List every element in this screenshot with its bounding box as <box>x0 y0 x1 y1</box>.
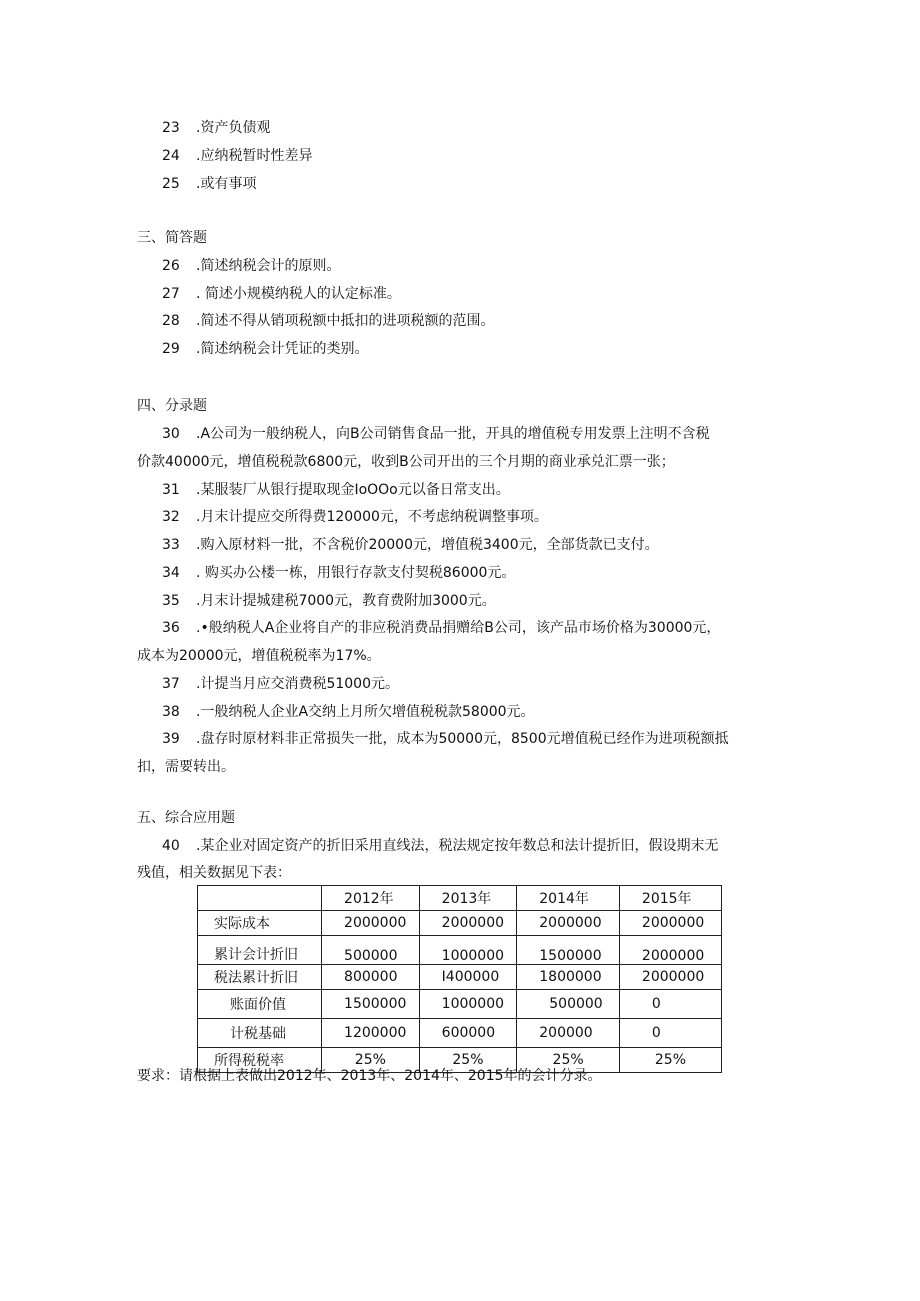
question-item: 30 .A公司为一般纳税人，向B公司销售食品一批，开具的增值税专用发票上注明不含税 <box>162 426 710 442</box>
table-cell: 500000 <box>517 990 620 1019</box>
row-label: 计税基础 <box>198 1019 322 1048</box>
table-row <box>198 965 722 990</box>
table-header-cell: 2013年 <box>419 886 517 911</box>
question-item: 34 . 购买办公楼一栋，用银行存款支付契税86000元。 <box>162 565 516 581</box>
section-title: 五、综合应用题 <box>137 810 235 826</box>
table-cell: 2000000 <box>419 911 517 936</box>
question-item: 31 .某服装厂从银行提取现金IoOOo元以备日常支出。 <box>162 482 510 498</box>
table-cell: 1500000 <box>322 990 420 1019</box>
table-cell: 2000000 <box>517 911 620 936</box>
row-label: 税法累计折旧 <box>198 965 322 990</box>
row-label: 累计会计折旧 <box>198 936 322 965</box>
question-continuation: 价款40000元，增值税税款6800元，收到B公司开出的三个月期的商业承兑汇票一张； <box>137 454 675 470</box>
table-cell: 0 <box>619 990 721 1019</box>
row-label: 所得税税率 <box>198 1048 322 1073</box>
table-cell: 25% <box>517 1048 620 1073</box>
table-cell: 2000000 <box>619 911 721 936</box>
question-item: 39 .盘存时原材料非正常损失一批，成本为50000元，8500元增值税已经作为进项税额抵 <box>162 731 729 747</box>
table-cell <box>198 886 322 911</box>
table-cell: 25% <box>322 1048 420 1073</box>
table-row <box>198 1019 722 1048</box>
question-continuation: 成本为20000元，增值税税率为17%。 <box>137 648 381 664</box>
table-cell: 800000 <box>322 965 420 990</box>
section-title: 四、分录题 <box>137 398 207 414</box>
table-cell: 25% <box>619 1048 721 1073</box>
table-cell: 1500000 <box>517 936 620 965</box>
table-cell: 2000000 <box>322 911 420 936</box>
table-header-cell: 2015年 <box>619 886 721 911</box>
table-cell: 0 <box>619 1019 721 1048</box>
question-item: 35 .月末计提城建税7000元，教育费附加3000元。 <box>162 593 496 609</box>
question-item: 38 .一般纳税人企业A交纳上月所欠增值税税款58000元。 <box>162 704 535 720</box>
term-item: 24 .应纳税暂时性差异 <box>162 148 313 164</box>
requirement-text: 要求：请根据上表做出2012年、2013年、2014年、2015年的会计分录。 <box>137 1068 602 1084</box>
row-label: 实际成本 <box>198 911 322 936</box>
question-item: 40 .某企业对固定资产的折旧采用直线法，税法规定按年数总和法计提折旧，假设期末无 <box>162 838 719 854</box>
table-cell: 1000000 <box>419 936 517 965</box>
table-row <box>198 911 722 936</box>
table-header-cell: 2012年 <box>322 886 420 911</box>
question-item: 36 .•般纳税人A企业将自产的非应税消费品捐赠给B公司，该产品市场价格为30000元， <box>162 620 721 636</box>
table-header-row <box>198 886 722 911</box>
depreciation-table <box>197 885 722 1073</box>
question-continuation: 残值，相关数据见下表： <box>137 865 291 881</box>
table-cell: 2000000 <box>619 965 721 990</box>
table-cell: 2000000 <box>619 936 721 965</box>
table-row <box>198 936 722 965</box>
question-item: 32 .月末计提应交所得费120000元，不考虑纳税调整事项。 <box>162 509 548 525</box>
question-item: 29 .简述纳税会计凭证的类别。 <box>162 341 369 357</box>
table-cell: 25% <box>419 1048 517 1073</box>
question-item: 28 .简述不得从销项税额中抵扣的进项税额的范围。 <box>162 313 495 329</box>
table-header-cell: 2014年 <box>517 886 620 911</box>
section-title: 三、简答题 <box>137 230 207 246</box>
table-cell: 500000 <box>322 936 420 965</box>
table-cell: 600000 <box>419 1019 517 1048</box>
table-cell: I400000 <box>419 965 517 990</box>
term-item: 25 .或有事项 <box>162 176 257 192</box>
question-item: 27 . 简述小规模纳税人的认定标准。 <box>162 286 401 302</box>
question-item: 37 .计提当月应交消费税51000元。 <box>162 676 399 692</box>
table-cell: 1200000 <box>322 1019 420 1048</box>
table-cell: 1000000 <box>419 990 517 1019</box>
table-cell: 200000 <box>517 1019 620 1048</box>
row-label: 账面价值 <box>198 990 322 1019</box>
term-item: 23 .资产负债观 <box>162 120 271 136</box>
table-row <box>198 990 722 1019</box>
question-continuation: 扣，需要转出。 <box>137 759 235 775</box>
question-item: 26 .简述纳税会计的原则。 <box>162 258 341 274</box>
table-cell: 1800000 <box>517 965 620 990</box>
question-item: 33 .购入原材料一批，不含税价20000元，增值税3400元，全部货款已支付。 <box>162 537 659 553</box>
